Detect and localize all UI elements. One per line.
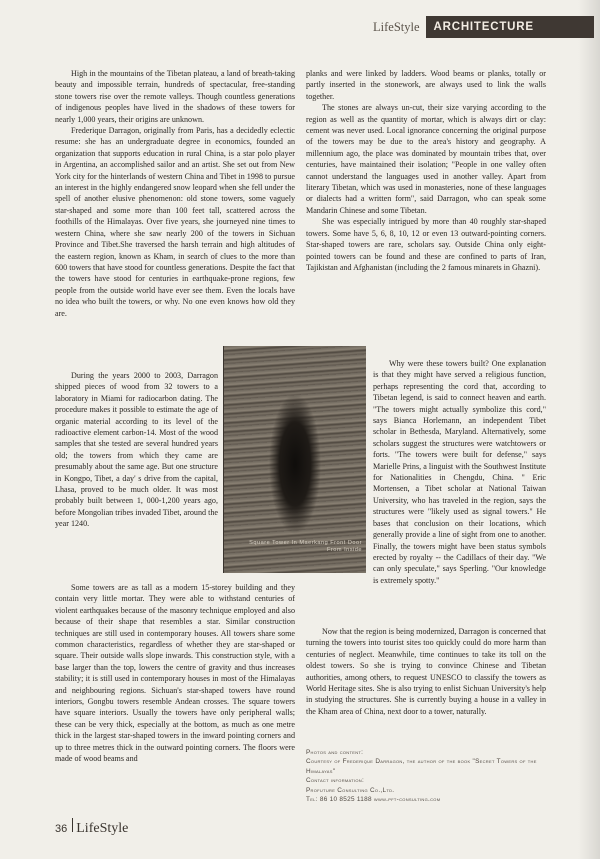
page-footer bbox=[55, 818, 128, 837]
paragraph: planks and were linked by ladders. Wood beams or planks, totally or partly inserted in the stonework, are always used to link the walls together. bbox=[306, 69, 546, 101]
section-header bbox=[373, 16, 594, 38]
paragraph: The stones are always un-cut, their size varying according to the region as well as the quantity of mortar, which is always dirt or clay: cement was never used. Local ignorance concerning the original purpose of the towers may be due to the area's history and geography. A millennium ago, the place was dominated by mountain tribes that, over centuries, have maintained their isolation; "People in one valley often cannot understand the languages used in another valley. Apart from literary Tibetan, which was used in monasteries, none of these languages or dialects had a written form", said Darragon, who can speak some Mandarin Chinese and some Tibetan. bbox=[306, 103, 546, 215]
photo-caption: Square Tower In Maerkang Front Door From Inside bbox=[249, 540, 362, 553]
footer-brand: LifeStyle bbox=[76, 821, 129, 836]
right-column-bottom bbox=[306, 626, 546, 717]
credits-line: Contact information: bbox=[306, 777, 365, 785]
header-section-label: ARCHITECTURE bbox=[426, 16, 594, 38]
footer-divider bbox=[72, 818, 73, 832]
right-column bbox=[306, 68, 546, 273]
header-brand: LifeStyle bbox=[373, 19, 420, 34]
paragraph: Why were these towers built? One explanation is that they might have served a religious function, perhaps representing the cord that, according to Tibetan legend, is said to connect heaven and earth. "The towers might actually symbolize this cord," says Bianca Horlemann, an independent Tibet scholar in Bethesda, Maryland. Alternatively, some scholars suggest the structures were watchtowers or forts. "The towers were built for defense," says Marielle Prins, a linguist with the Southwest Institute for Nationalities in Chengdu, China. " Eric Mortensen, a Tibet scholar at National Taiwan University, who has traveled in the region, says the structures were "likely used as signal towers." He bases that conclusion on their locations, which generally provide a line of sight from one to another. Finally, the towers might have been status symbols erected by royalty -- the Cadillacs of their day. "We can only speculate," says Sperling. "Our knowledge is extremely spotty." bbox=[373, 359, 546, 585]
paragraph: Frederique Darragon, originally from Paris, has a decidedly eclectic resume: she has an undergraduate degree in economics, founded an organization that supports education in rural China, is a star polo player in Argentina, an accomplished sailor and an artist. She set out from New York city for the hinterlands of western China and Tibet in 1998 to pursue an interest in the highly endangered snow leopard when she fell under the spell of another elusive phenomenon: old stone towers, some vaguely star-shaped and some more than 100 feet tall, scattered across the foothills of the Himalayas. Over five years, she journeyed nine times to western China, where she saw nearly 200 of the towers in Sichuan Province and Tibet.She traversed the harsh terrain and high altitudes of the eastern region, known as Kham, in search of clues to the more than 600 towers that have stood for countless generations. Despite the fact that the towers have stood for centuries in earthquake-prone regions, few people from the outside world have ever see them. Even the locals have no idea who built the towers, or why. No one even knows how old they are. bbox=[55, 126, 295, 318]
paragraph: Some towers are as tall as a modern 15-storey building and they contain very little mortar. They were able to withstand centuries of violent earthquakes because of the masonry technique employed and also because of their shape that resembles a star. Similar construction techniques are still used in contemporary houses. All towers share some common characteristics, regardless of whether they are star-shaped or square. Their outside walls slope inwards. This construction style, with a base larger than the top, lowers the centre of gravity and thus increases stability; it is still used in contemporary houses in most of the Himalayas and neighbouring regions. Sichuan's star-shaped towers have round interiors, Gongbu towers resemble Andean crosses. The square towers have square interiors. Usually the towers have only peripheral walls; these can be very thick, especially at the bottom, as much as one metre thick in the largest star-shaped towers in the inward pointing corners and up to three metres thick in the outward pointing corners. The floors were made of wood beams and bbox=[55, 583, 295, 764]
left-column bbox=[55, 68, 295, 319]
paragraph: High in the mountains of the Tibetan plateau, a land of breath-taking beauty and impossible terrain, hundreds of spectacular, free-standing stone towers rise over the remote valleys. Though countless generations of indigenous peoples have lived in the shadows of these towers for nearly 1,000 years, their origins are unknown. bbox=[55, 69, 295, 124]
credits-line: Photos and content: bbox=[306, 749, 364, 756]
left-column-lower bbox=[55, 370, 218, 530]
right-column-lower bbox=[373, 358, 546, 586]
credits-line: Tel: 86 10 8525 1188 www.pft-consulting.com bbox=[306, 796, 441, 804]
left-column-bottom bbox=[55, 582, 295, 765]
paragraph: During the years 2000 to 2003, Darragon shipped pieces of wood from 32 towers to a laboratory in Miami for radiocarbon dating. The procedure makes it possible to estimate the age of organic material according to its level of the radioactive element carbon-14. Most of the wood samples that she tested are several hundred years old; the towers from which they came are presumably about the same age. But one structure in Kongpo, Tibet, a day' s drive from the capital, Lhasa, proved to be much older. It was most probably built between 1, 000-1,200 years ago, before Mongolian tribes invaded Tibet, around the year 1240. bbox=[55, 371, 218, 529]
credits-block bbox=[306, 748, 556, 804]
page-number: 36 bbox=[55, 823, 68, 835]
paragraph: She was especially intrigued by more than 40 roughly star-shaped towers. Some have 5, 6, 8, 10, 12 or even 13 outward-pointing corners. Star-shaped towers are rare, scholars say. Outside China only eight-pointed towers can be found and these are confined to parts of Iran, Tajikistan and Afghanistan (including the 2 famous minarets in Ghazni). bbox=[306, 217, 546, 272]
credits-line: Profuture Consulting Co.,Ltd. bbox=[306, 786, 395, 794]
credits-line: Courtesy of Frederique Darragon, the author of the book "Secret Towers of the Himalayas" bbox=[306, 758, 537, 775]
paragraph: Now that the region is being modernized, Darragon is concerned that turning the towers into tourist sites too quickly could do more harm than centuries of neglect. Meanwhile, time continues to take its toll on the oldest towers. So she is trying to convince Chinese and Tibetan authorities, among others, to request UNESCO to classify the towers as World Heritage sites. She is also trying to enlist Sichuan University's help in studying the structures. She is currently buying a house in a valley in the Kham area of China, next door to a tower, naturally. bbox=[306, 627, 546, 716]
page-edge-shadow bbox=[578, 0, 600, 859]
tower-photo bbox=[223, 346, 366, 573]
